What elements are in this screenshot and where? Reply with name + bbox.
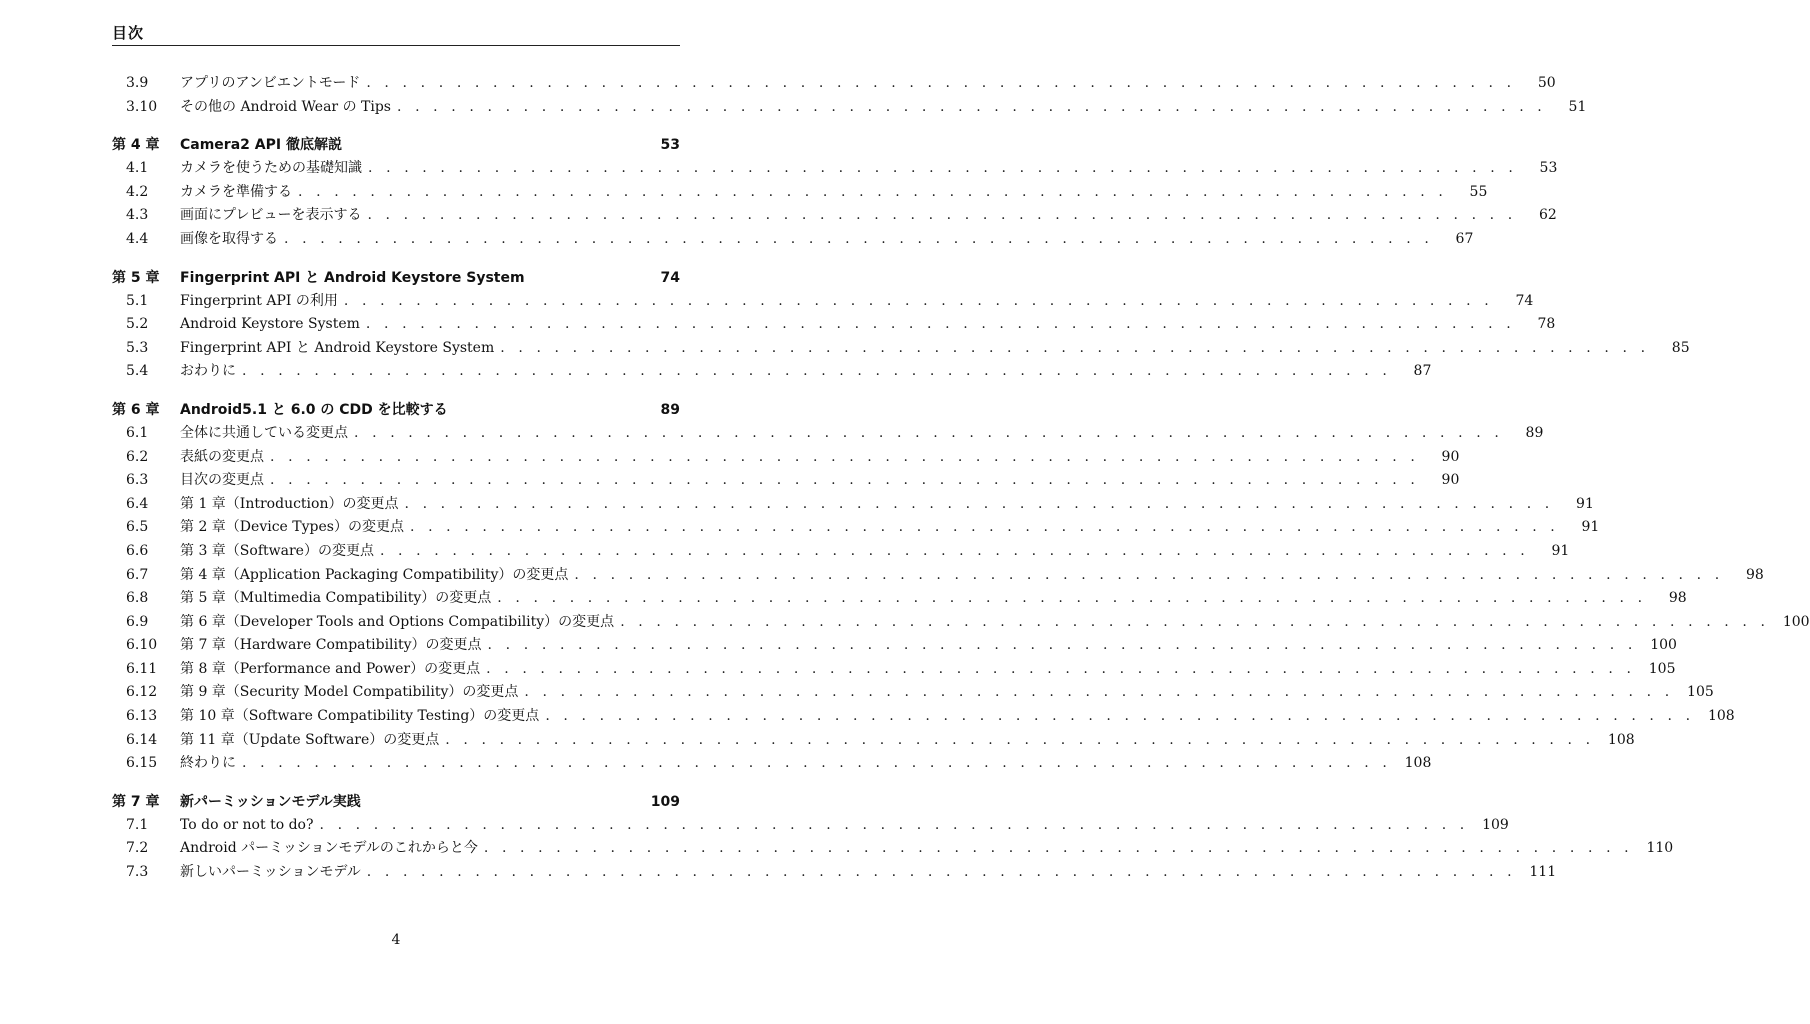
- dot-leader: . . . . . . . . . . . . . . . . . . . . . . . . . . . . . . . . . . . . . . . . . . . . . . . . . . . . . . . . . . . . . . . .: [368, 160, 1518, 177]
- section-page-number: 78: [1537, 316, 1556, 333]
- section-title: 画面にプレビューを表示する: [180, 207, 362, 224]
- section-page-number: 109: [1482, 816, 1509, 833]
- dot-leader: . . . . . . . . . . . . . . . . . . . . . . . . . . . . . . . . . . . . . . . . . . . . . . . . . . . . . . . . . . . . . . . .: [284, 230, 1434, 247]
- section-title: 第 3 章（Software）の変更点: [180, 542, 374, 559]
- toc-chapter[interactable]: [112, 266, 680, 290]
- section-page-number: 67: [1455, 230, 1474, 247]
- toc-entry[interactable]: [112, 634, 1677, 658]
- dot-leader: . . . . . . . . . . . . . . . . . . . . . . . . . . . . . . . . . . . . . . . . . . . . . . . . . . . . . . . . . . . . . . . .: [366, 864, 1517, 881]
- section-page-number: 85: [1671, 339, 1690, 356]
- section-number: 6.13: [126, 708, 158, 725]
- section-title: 終わりに: [180, 755, 236, 772]
- toc-entry[interactable]: [112, 814, 1509, 838]
- section-number: 4.4: [126, 230, 149, 247]
- dot-leader: . . . . . . . . . . . . . . . . . . . . . . . . . . . . . . . . . . . . . . . . . . . . . . . . . . . . . . . . . . . . . . . .: [242, 755, 1392, 772]
- toc-entry[interactable]: [112, 313, 1556, 337]
- section-page-number: 108: [1707, 708, 1735, 725]
- toc-entry[interactable]: [112, 861, 1557, 885]
- toc-entry[interactable]: [112, 540, 1570, 564]
- table-of-contents: [112, 72, 1810, 885]
- section-number: 6.2: [126, 448, 149, 465]
- section-number: 3.9: [126, 75, 149, 91]
- toc-entry[interactable]: [112, 228, 1474, 252]
- dot-leader: . . . . . . . . . . . . . . . . . . . . . . . . . . . . . . . . . . . . . . . . . . . . . . . . . . . . . . . . . . . . . . . .: [445, 731, 1595, 748]
- dot-leader: . . . . . . . . . . . . . . . . . . . . . . . . . . . . . . . . . . . . . . . . . . . . . . . . . . . . . . . . . . . . . . . .: [620, 613, 1770, 630]
- section-page-number: 100: [1650, 637, 1677, 654]
- section-page-number: 108: [1607, 731, 1635, 748]
- section-number: 5.4: [126, 363, 149, 380]
- section-title: 第 4 章（Application Packaging Compatibility）の変更点: [180, 566, 569, 583]
- toc-entry[interactable]: [112, 290, 1534, 314]
- dot-leader: . . . . . . . . . . . . . . . . . . . . . . . . . . . . . . . . . . . . . . . . . . . . . . . . . . . . . . . . . . . . . . . .: [487, 637, 1637, 654]
- section-title: Android パーミッションモデルのこれからと今: [180, 840, 478, 857]
- section-title: 目次の変更点: [180, 472, 264, 489]
- section-number: 7.2: [126, 840, 149, 857]
- chapter-page-number: 109: [650, 793, 680, 810]
- section-page-number: 50: [1537, 75, 1556, 91]
- dot-leader: . . . . . . . . . . . . . . . . . . . . . . . . . . . . . . . . . . . . . . . . . . . . . . . . . . . . . . . . . . . . . . . .: [354, 424, 1504, 441]
- dot-leader: . . . . . . . . . . . . . . . . . . . . . . . . . . . . . . . . . . . . . . . . . . . . . . . . . . . . . . . . . . . . . . . .: [404, 495, 1554, 512]
- section-title: カメラを使うための基礎知識: [180, 160, 362, 177]
- section-page-number: 51: [1568, 98, 1587, 115]
- section-title: 第 10 章（Software Compatibility Testing）の変更点: [180, 708, 540, 725]
- dot-leader: . . . . . . . . . . . . . . . . . . . . . . . . . . . . . . . . . . . . . . . . . . . . . . . . . . . . . . . . . . . . . . . .: [409, 519, 1560, 536]
- toc-entry[interactable]: [112, 752, 1432, 776]
- section-title: To do or not to do?: [180, 816, 314, 833]
- chapter-page-number: 89: [660, 401, 680, 418]
- toc-entry[interactable]: [112, 204, 1557, 228]
- dot-leader: . . . . . . . . . . . . . . . . . . . . . . . . . . . . . . . . . . . . . . . . . . . . . . . . . . . . . . . . . . . . . . . .: [574, 566, 1724, 583]
- toc-entry[interactable]: [112, 611, 1810, 635]
- section-page-number: 105: [1687, 684, 1714, 701]
- toc-entry[interactable]: [112, 446, 1460, 470]
- chapter-title: Android5.1 と 6.0 の CDD を比較する: [180, 401, 448, 418]
- toc-entry[interactable]: [112, 337, 1690, 361]
- section-title: 第 2 章（Device Types）の変更点: [180, 519, 404, 536]
- toc-chapter[interactable]: [112, 133, 680, 157]
- section-title: 新しいパーミッションモデル: [180, 864, 361, 881]
- header-divider: [112, 45, 680, 46]
- toc-entry[interactable]: [112, 157, 1558, 181]
- section-number: 7.3: [126, 864, 149, 881]
- toc-entry[interactable]: [112, 729, 1635, 753]
- section-number: 6.10: [126, 637, 158, 654]
- section-page-number: 90: [1441, 448, 1460, 465]
- section-page-number: 98: [1668, 590, 1687, 607]
- dot-leader: . . . . . . . . . . . . . . . . . . . . . . . . . . . . . . . . . . . . . . . . . . . . . . . . . . . . . . . . . . . . . . . .: [298, 183, 1448, 200]
- section-number: 6.4: [126, 495, 149, 512]
- section-title: 第 7 章（Hardware Compatibility）の変更点: [180, 637, 482, 654]
- dot-leader: . . . . . . . . . . . . . . . . . . . . . . . . . . . . . . . . . . . . . . . . . . . . . . . . . . . . . . . . . . . . . . . .: [366, 75, 1516, 91]
- section-number: 7.1: [126, 816, 149, 833]
- section-number: 6.9: [126, 613, 149, 630]
- section-page-number: 74: [1515, 292, 1534, 309]
- section-title: 表紙の変更点: [180, 448, 264, 465]
- chapter-title: 新パーミッションモデル実践: [180, 793, 361, 810]
- toc-entry[interactable]: [112, 516, 1600, 540]
- toc-entry[interactable]: [112, 422, 1544, 446]
- chapter-page-number: 53: [660, 137, 680, 154]
- section-number: 6.1: [126, 424, 149, 441]
- dot-leader: . . . . . . . . . . . . . . . . . . . . . . . . . . . . . . . . . . . . . . . . . . . . . . . . . . . . . . . . . . . . . . . .: [486, 660, 1636, 677]
- dot-leader: . . . . . . . . . . . . . . . . . . . . . . . . . . . . . . . . . . . . . . . . . . . . . . . . . . . . . . . . . . . . . . . .: [343, 292, 1494, 309]
- toc-entry[interactable]: [112, 493, 1594, 517]
- section-number: 6.6: [126, 542, 149, 559]
- toc-entry[interactable]: [112, 469, 1460, 493]
- chapter-label: 第 6 章: [112, 401, 160, 418]
- toc-entry[interactable]: [112, 658, 1676, 682]
- section-page-number: 62: [1539, 207, 1557, 224]
- section-title: 第 5 章（Multimedia Compatibility）の変更点: [180, 590, 492, 607]
- section-title: その他の Android Wear の Tips: [180, 98, 391, 115]
- section-page-number: 53: [1539, 160, 1558, 177]
- chapter-page-number: 74: [660, 269, 680, 286]
- section-number: 3.10: [126, 98, 158, 115]
- section-number: 4.3: [126, 207, 149, 224]
- section-page-number: 100: [1782, 613, 1810, 630]
- toc-entry[interactable]: [112, 181, 1488, 205]
- toc-entry[interactable]: [112, 837, 1674, 861]
- dot-leader: . . . . . . . . . . . . . . . . . . . . . . . . . . . . . . . . . . . . . . . . . . . . . . . . . . . . . . . . . . . . . . . .: [270, 472, 1420, 489]
- section-number: 6.11: [126, 660, 158, 677]
- section-title: 第 11 章（Update Software）の変更点: [180, 731, 440, 748]
- section-number: 6.5: [126, 519, 149, 536]
- dot-leader: . . . . . . . . . . . . . . . . . . . . . . . . . . . . . . . . . . . . . . . . . . . . . . . . . . . . . . . . . . . . . . . .: [483, 840, 1634, 857]
- section-page-number: 111: [1529, 864, 1557, 881]
- section-page-number: 110: [1646, 840, 1674, 857]
- section-page-number: 105: [1648, 660, 1676, 677]
- section-page-number: 90: [1441, 472, 1460, 489]
- toc-entry[interactable]: [112, 360, 1432, 384]
- dot-leader: . . . . . . . . . . . . . . . . . . . . . . . . . . . . . . . . . . . . . . . . . . . . . . . . . . . . . . . . . . . . . . . .: [319, 816, 1469, 833]
- section-page-number: 89: [1525, 424, 1544, 441]
- section-number: 5.3: [126, 339, 149, 356]
- chapter-label: 第 4 章: [112, 137, 160, 154]
- toc-entry[interactable]: [112, 705, 1735, 729]
- chapter-title: Fingerprint API と Android Keystore System: [180, 269, 525, 286]
- section-number: 6.8: [126, 590, 149, 607]
- dot-leader: . . . . . . . . . . . . . . . . . . . . . . . . . . . . . . . . . . . . . . . . . . . . . . . . . . . . . . . . . . . . . . . .: [545, 708, 1695, 725]
- section-number: 5.2: [126, 316, 149, 333]
- chapter-title: Camera2 API 徹底解説: [180, 137, 342, 154]
- dot-leader: . . . . . . . . . . . . . . . . . . . . . . . . . . . . . . . . . . . . . . . . . . . . . . . . . . . . . . . . . . . . . . . .: [524, 684, 1674, 701]
- toc-entry[interactable]: [112, 564, 1764, 588]
- toc-entry[interactable]: [112, 96, 1587, 120]
- dot-leader: . . . . . . . . . . . . . . . . . . . . . . . . . . . . . . . . . . . . . . . . . . . . . . . . . . . . . . . . . . . . . . . .: [242, 363, 1392, 380]
- section-page-number: 87: [1413, 363, 1432, 380]
- section-number: 6.14: [126, 731, 158, 748]
- section-page-number: 108: [1404, 755, 1432, 772]
- toc-chapter[interactable]: [112, 398, 680, 422]
- dot-leader: . . . . . . . . . . . . . . . . . . . . . . . . . . . . . . . . . . . . . . . . . . . . . . . . . . . . . . . . . . . . . . . .: [497, 590, 1647, 607]
- section-title: 画像を取得する: [180, 230, 278, 247]
- chapter-label: 第 5 章: [112, 269, 160, 286]
- section-title: 第 1 章（Introduction）の変更点: [180, 495, 399, 512]
- section-number: 5.1: [126, 292, 149, 309]
- toc-chapter[interactable]: [112, 790, 680, 814]
- section-page-number: 91: [1581, 519, 1600, 536]
- dot-leader: . . . . . . . . . . . . . . . . . . . . . . . . . . . . . . . . . . . . . . . . . . . . . . . . . . . . . . . . . . . . . . . .: [379, 542, 1530, 559]
- running-header-title: 目次: [112, 24, 145, 42]
- section-page-number: 91: [1551, 542, 1570, 559]
- toc-entry[interactable]: [112, 587, 1687, 611]
- toc-entry[interactable]: [112, 681, 1714, 705]
- dot-leader: . . . . . . . . . . . . . . . . . . . . . . . . . . . . . . . . . . . . . . . . . . . . . . . . . . . . . . . . . . . . . . . .: [396, 98, 1547, 115]
- section-title: Android Keystore System: [180, 316, 360, 333]
- dot-leader: . . . . . . . . . . . . . . . . . . . . . . . . . . . . . . . . . . . . . . . . . . . . . . . . . . . . . . . . . . . . . . . .: [365, 316, 1516, 333]
- toc-entry[interactable]: [112, 72, 1556, 96]
- section-number: 6.15: [126, 755, 158, 772]
- section-page-number: 91: [1576, 495, 1594, 512]
- section-title: アプリのアンビエントモード: [180, 75, 361, 91]
- section-title: 全体に共通している変更点: [180, 424, 348, 441]
- section-title: 第 8 章（Performance and Power）の変更点: [180, 660, 481, 677]
- section-title: Fingerprint API と Android Keystore System: [180, 339, 495, 356]
- page-number: 4: [391, 932, 401, 948]
- section-number: 4.2: [126, 183, 149, 200]
- chapter-label: 第 7 章: [112, 793, 160, 810]
- section-number: 6.7: [126, 566, 149, 583]
- dot-leader: . . . . . . . . . . . . . . . . . . . . . . . . . . . . . . . . . . . . . . . . . . . . . . . . . . . . . . . . . . . . . . . .: [500, 339, 1650, 356]
- section-title: 第 9 章（Security Model Compatibility）の変更点: [180, 684, 519, 701]
- section-page-number: 55: [1469, 183, 1488, 200]
- section-number: 4.1: [126, 160, 149, 177]
- dot-leader: . . . . . . . . . . . . . . . . . . . . . . . . . . . . . . . . . . . . . . . . . . . . . . . . . . . . . . . . . . . . . . . .: [367, 207, 1517, 224]
- section-number: 6.3: [126, 472, 149, 489]
- section-title: 第 6 章（Developer Tools and Options Compatibility）の変更点: [180, 613, 615, 630]
- section-page-number: 98: [1745, 566, 1764, 583]
- section-title: おわりに: [180, 363, 236, 380]
- section-title: Fingerprint API の利用: [180, 292, 338, 309]
- dot-leader: . . . . . . . . . . . . . . . . . . . . . . . . . . . . . . . . . . . . . . . . . . . . . . . . . . . . . . . . . . . . . . . .: [270, 448, 1420, 465]
- section-title: カメラを準備する: [180, 183, 292, 200]
- section-number: 6.12: [126, 684, 158, 701]
